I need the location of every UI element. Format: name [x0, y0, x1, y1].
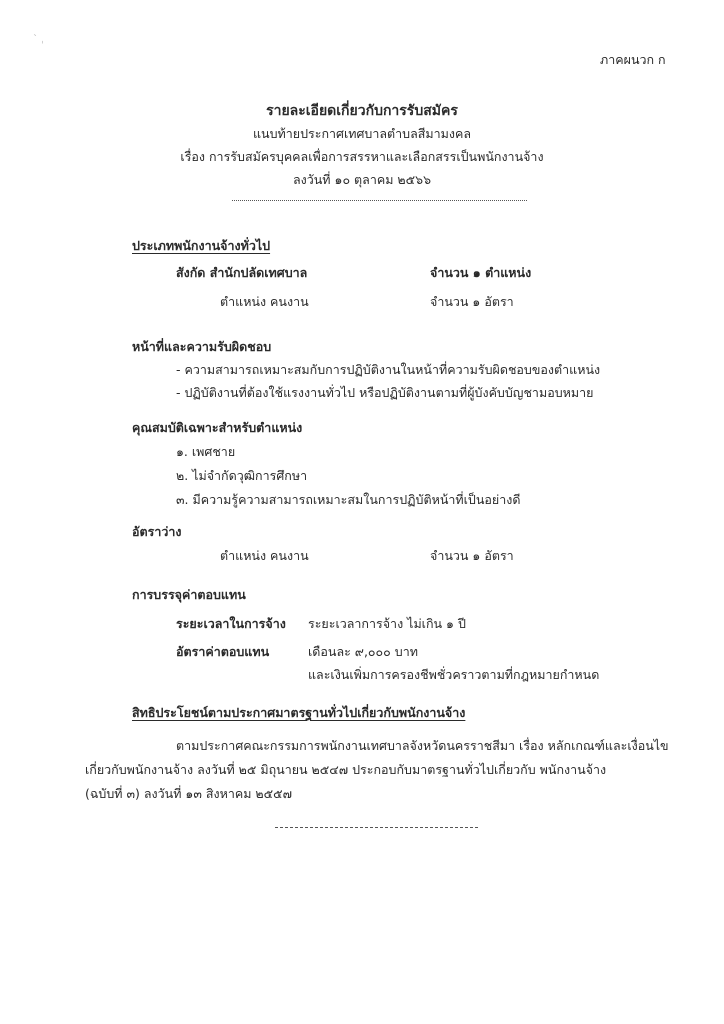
- vacancy-position: ตำแหน่ง คนงาน: [220, 548, 309, 563]
- pay-rate-value: เดือนละ ๙,๐๐๐ บาท: [308, 644, 418, 659]
- header-divider: [232, 200, 527, 201]
- benefits-line-3: (ฉบับที่ ๓) ลงวันที่ ๑๓ สิงหาคม ๒๕๕๗: [85, 786, 292, 801]
- scan-speck: ˋ ˌ: [33, 34, 44, 45]
- benefits-line-1: ตามประกาศคณะกรรมการพนักงานเทศบาลจังหวัดนครราชสีมา เรื่อง หลักเกณฑ์และเงื่อนไข: [176, 738, 669, 753]
- vacancy-count: จำนวน ๑ อัตรา: [430, 548, 514, 563]
- position-name: ตำแหน่ง คนงาน: [220, 294, 309, 309]
- appendix-label: ภาคผนวก ก: [600, 52, 666, 67]
- doc-title: รายละเอียดเกี่ยวกับการรับสมัคร: [266, 103, 458, 119]
- employment-term-label: ระยะเวลาในการจ้าง: [176, 616, 286, 631]
- rate-count: จำนวน ๑ อัตรา: [430, 294, 514, 309]
- qualification-item-2: ๒. ไม่จำกัดวุฒิการศึกษา: [176, 468, 308, 483]
- benefits-heading: สิทธิประโยชน์ตามประกาศมาตรฐานทั่วไปเกี่ยวกับพนักงานจ้าง: [132, 705, 466, 720]
- duties-heading: หน้าที่และความรับผิดชอบ: [132, 339, 272, 354]
- pay-rate-label: อัตราค่าตอบแทน: [176, 644, 270, 659]
- employment-term-value: ระยะเวลาการจ้าง ไม่เกิน ๑ ปี: [308, 616, 466, 631]
- employee-type-heading: ประเภทพนักงานจ้างทั่วไป: [132, 238, 271, 253]
- duty-item-1: - ความสามารถเหมาะสมกับการปฏิบัติงานในหน้าที่ความรับผิดชอบของตำแหน่ง: [176, 362, 601, 377]
- qualification-item-3: ๓. มีความรู้ความสามารถเหมาะสมในการปฏิบัติหน้าที่เป็นอย่างดี: [176, 492, 521, 507]
- vacancy-heading: อัตราว่าง: [132, 524, 182, 539]
- benefits-line-2: เกี่ยวกับพนักงานจ้าง ลงวันที่ ๒๕ มิถุนายน ๒๕๔๗ ประกอบกับมาตรฐานทั่วไปเกี่ยวกับ พนักงานจ้าง: [85, 762, 607, 777]
- duty-item-2: - ปฏิบัติงานที่ต้องใช้แรงงานทั่วไป หรือปฏิบัติงานตามที่ผู้บังคับบัญชามอบหมาย: [176, 385, 594, 400]
- qualification-item-1: ๑. เพศชาย: [176, 444, 236, 459]
- qualifications-heading: คุณสมบัติเฉพาะสำหรับตำแหน่ง: [132, 420, 303, 435]
- office-label: สังกัด สำนักปลัดเทศบาล: [176, 265, 308, 280]
- header-line-3: ลงวันที่ ๑๐ ตุลาคม ๒๕๖๖: [292, 172, 432, 187]
- compensation-heading: การบรรจุค่าตอบแทน: [132, 587, 246, 602]
- footer-divider: [275, 827, 478, 828]
- position-count: จำนวน ๑ ตำแหน่ง: [430, 265, 532, 280]
- pay-rate-extra: และเงินเพิ่มการครองชีพชั่วคราวตามที่กฎหมายกำหนด: [308, 667, 600, 682]
- header-line-1: แนบท้ายประกาศเทศบาลตำบลสีมามงคล: [252, 126, 472, 141]
- header-line-2: เรื่อง การรับสมัครบุคคลเพื่อการสรรหาและเลือกสรรเป็นพนักงานจ้าง: [180, 149, 544, 164]
